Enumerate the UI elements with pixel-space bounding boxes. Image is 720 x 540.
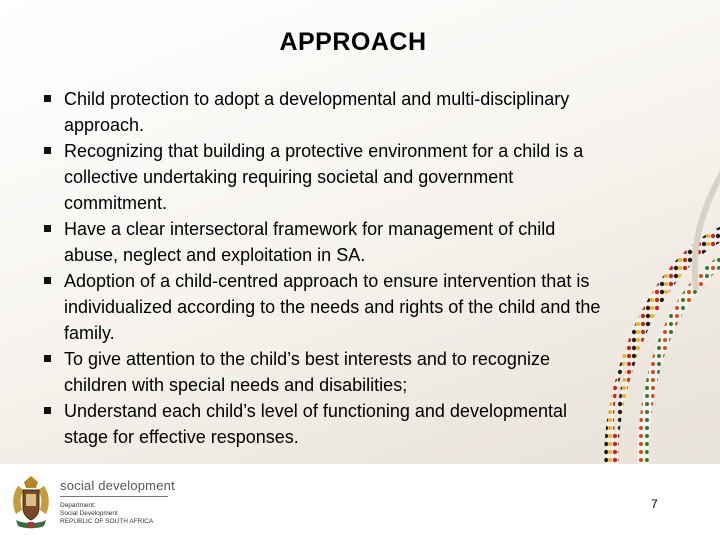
department-text <box>60 502 178 526</box>
square-bullet-icon <box>44 147 51 154</box>
bullet-line: Adoption of a child-centred approach to ensure intervention that is <box>64 271 590 291</box>
slide-title <box>0 28 720 57</box>
page-number: 7 <box>651 497 658 511</box>
bullet-line: Recognizing that building a protective environment for a child is a <box>64 141 584 161</box>
slide-title-text: APPROACH <box>279 28 427 56</box>
beadwork-decoration-icon <box>500 160 720 470</box>
brand-name: social development <box>60 478 175 493</box>
square-bullet-icon <box>44 277 51 284</box>
coat-of-arms-icon <box>8 474 54 532</box>
bullet-line: Have a clear intersectoral framework for management of child <box>64 219 556 239</box>
brand-divider <box>60 496 168 497</box>
department-line: REPUBLIC OF SOUTH AFRICA <box>60 518 154 525</box>
bullet-line: commitment. <box>64 193 168 213</box>
square-bullet-icon <box>44 225 51 232</box>
square-bullet-icon <box>44 95 51 102</box>
bullet-line: stage for effective responses. <box>64 427 299 447</box>
bullet-line: individualized according to the needs and rights of the child and the <box>64 297 601 317</box>
bullet-item <box>44 86 674 138</box>
square-bullet-icon <box>44 355 51 362</box>
square-bullet-icon <box>44 407 51 414</box>
bullet-line: children with special needs and disabilities; <box>64 375 408 395</box>
bullet-line: Understand each child’s level of functioning and developmental <box>64 401 567 421</box>
bullet-line: approach. <box>64 115 145 135</box>
bullet-line: To give attention to the child’s best interests and to recognize <box>64 349 550 369</box>
department-line: Department: <box>60 502 96 509</box>
department-line: Social Development <box>60 510 118 517</box>
department-logo <box>8 474 178 532</box>
bullet-line: abuse, neglect and exploitation in SA. <box>64 245 366 265</box>
bullet-line: family. <box>64 323 115 343</box>
bullet-line: collective undertaking requiring societal and government <box>64 167 514 187</box>
bullet-line: Child protection to adopt a developmental and multi-disciplinary <box>64 89 570 109</box>
